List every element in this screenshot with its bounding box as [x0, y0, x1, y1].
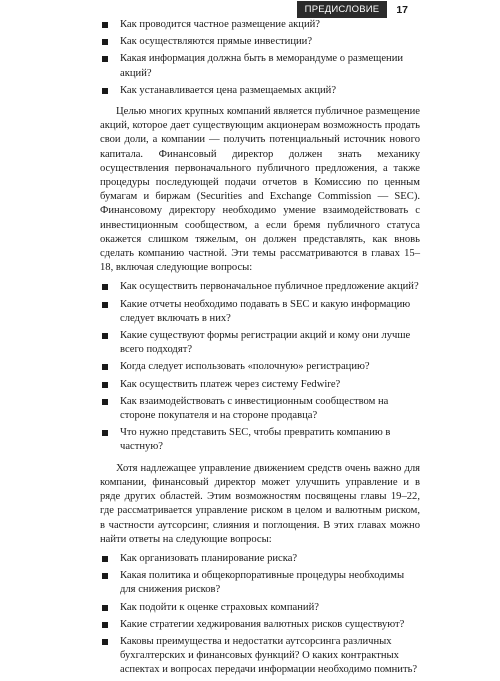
- list-item-text: Когда следует использовать «полочную» регистрацию?: [120, 361, 370, 373]
- bullet-icon: [102, 399, 108, 405]
- bullet-icon: [102, 302, 108, 308]
- list-item: [100, 18, 420, 32]
- bullet-icon: [102, 333, 108, 339]
- bullet-icon: [102, 88, 108, 94]
- question-list-risk: [100, 552, 420, 678]
- list-item: [100, 601, 420, 615]
- bullet-icon: [102, 622, 108, 628]
- question-list-public: [100, 280, 420, 454]
- page-number: 17: [396, 4, 408, 16]
- list-item-text: Как организовать планирование риска?: [120, 552, 298, 564]
- list-item: [100, 84, 420, 98]
- list-item-text: Какая политика и общекорпоративные процедуры необходимы для снижения рисков?: [120, 570, 405, 596]
- list-item: [100, 618, 420, 632]
- list-item: [100, 35, 420, 49]
- list-item: [100, 329, 420, 357]
- list-item-text: Каковы преимущества и недостатки аутсорсинга различных бухгалтерских и финансовых функций? О каких контрактных аспектах и вопросах передачи информации необходимо помнить?: [120, 635, 418, 676]
- bullet-icon: [102, 39, 108, 45]
- paragraph-public-offering: Целью многих крупных компаний является публичное размещение акций, которое дает существующим акционерам возможность продать свои доли, а компании — получить потенциальный источник нового капитала. Финансовый директор должен знать механику осуществления первоначального публичного предложения, а также процедуры последующей подачи отчетов в Комиссию по ценным бумагам и биржам (Securities and Exchange Commission — SEC). Финансовому директору необходимо умение взаимодействовать с инвестиционным сообществом, а если бремя публичного статуса окажется слишком тяжелым, он должен представлять, как вновь сделать компанию частной. Эти темы рассматриваются в главах 15–18, включая следующие вопросы:: [100, 106, 420, 274]
- bullet-icon: [102, 639, 108, 645]
- bullet-icon: [102, 382, 108, 388]
- list-item-text: Как осуществляются прямые инвестиции?: [120, 36, 313, 48]
- running-head: ПРЕДИСЛОВИЕ: [297, 1, 388, 18]
- bullet-icon: [102, 364, 108, 370]
- list-item-text: Какие стратегии хеджирования валютных рисков существуют?: [120, 618, 405, 630]
- list-item: [100, 360, 420, 374]
- list-item-text: Что нужно представить SEC, чтобы превратить компанию в частную?: [120, 427, 391, 453]
- list-item: [100, 426, 420, 454]
- page-header: [297, 0, 408, 18]
- list-item-text: Какие отчеты необходимо подавать в SEC и какую информацию следует включать в них?: [120, 298, 411, 324]
- list-item: [100, 635, 420, 678]
- list-item-text: Как устанавливается цена размещаемых акций?: [120, 84, 337, 96]
- bullet-icon: [102, 56, 108, 62]
- list-item: [100, 378, 420, 392]
- list-item: [100, 395, 420, 423]
- list-item-text: Как осуществить платеж через систему Fedwire?: [120, 378, 341, 390]
- list-item-text: Как осуществить первоначальное публичное предложение акций?: [120, 281, 419, 293]
- question-list-placement: [100, 18, 420, 98]
- list-item-text: Какие существуют формы регистрации акций и кому они лучше всего подходят?: [120, 330, 411, 356]
- list-item: [100, 552, 420, 566]
- list-item: [100, 298, 420, 326]
- list-item: [100, 569, 420, 597]
- bullet-icon: [102, 573, 108, 579]
- bullet-icon: [102, 556, 108, 562]
- page-body: [100, 18, 420, 681]
- list-item: [100, 52, 420, 80]
- bullet-icon: [102, 22, 108, 28]
- list-item-text: Какая информация должна быть в меморандуме о размещении акций?: [120, 53, 404, 79]
- list-item-text: Как взаимодействовать с инвестиционным сообществом на стороне покупателя и на стороне продавца?: [120, 395, 389, 422]
- list-item-text: Как подойти к оценке страховых компаний?: [120, 601, 319, 613]
- list-item: [100, 280, 420, 294]
- bullet-icon: [102, 430, 108, 436]
- bullet-icon: [102, 605, 108, 611]
- paragraph-risk-management: Хотя надлежащее управление движением средств очень важно для компании, финансовый директор может улучшить управление и в ряде других областей. Этим возможностям посвящены главы 19–22, где рассматривается управление риском в целом и валютным риском, в частности аутсорсинг, слияния и поглощения. В этих главах можно найти ответы на следующие вопросы:: [100, 462, 420, 545]
- list-item-text: Как проводится частное размещение акций?: [120, 19, 321, 30]
- bullet-icon: [102, 284, 108, 290]
